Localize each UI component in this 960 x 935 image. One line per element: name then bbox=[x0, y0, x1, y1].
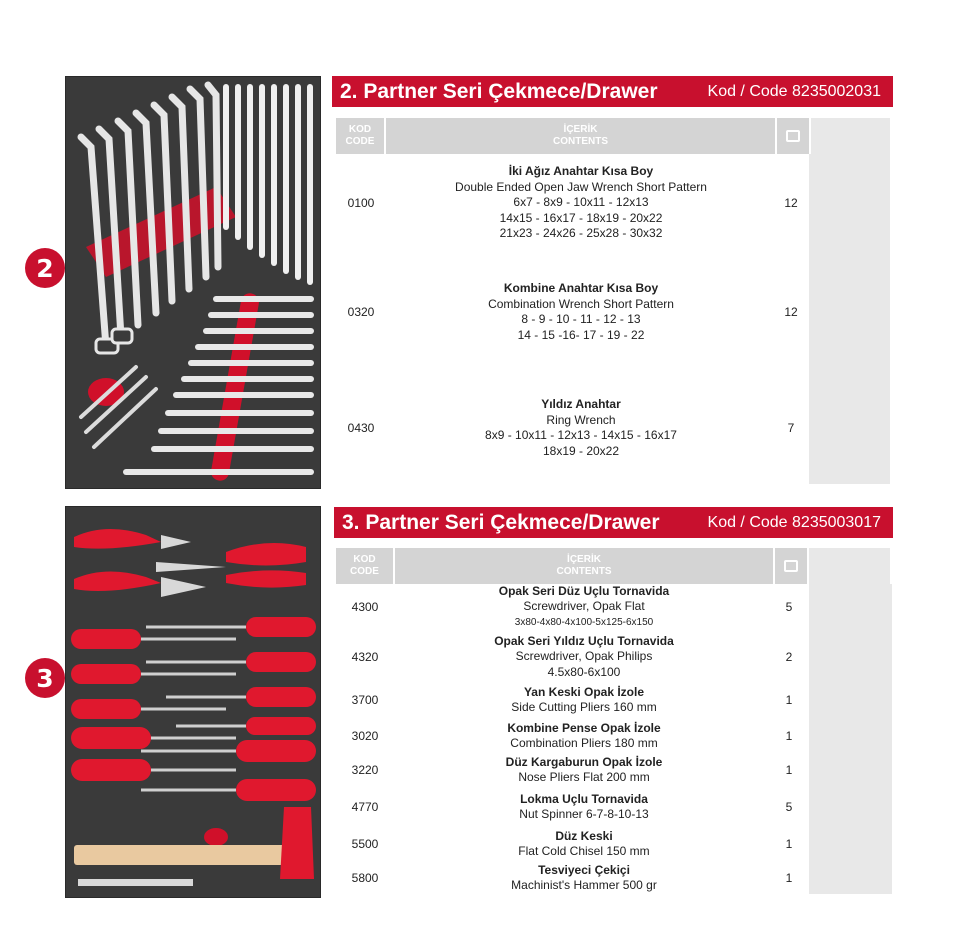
col-contents-label-en: CONTENTS bbox=[556, 566, 612, 577]
row-qty: 12 bbox=[784, 305, 798, 319]
section-2-header bbox=[332, 76, 893, 107]
row-code: 3700 bbox=[351, 693, 379, 707]
row-description bbox=[394, 863, 774, 894]
section-2-blank-column bbox=[809, 154, 890, 484]
row-qty: 1 bbox=[785, 763, 793, 777]
row-qty: 1 bbox=[785, 693, 793, 707]
table-row bbox=[336, 684, 804, 716]
row-title: Opak Seri Düz Uçlu Tornavida bbox=[498, 583, 670, 598]
section-number-badge: 3 bbox=[25, 658, 65, 698]
row-line: Combination Wrench Short Pattern bbox=[488, 296, 674, 311]
row-code: 0100 bbox=[347, 196, 375, 210]
row-line: Ring Wrench bbox=[546, 412, 616, 427]
row-line: 18x19 - 20x22 bbox=[542, 443, 620, 458]
row-code: 4320 bbox=[351, 650, 379, 664]
section-3-header bbox=[334, 507, 893, 538]
row-qty: 12 bbox=[784, 196, 798, 210]
row-description bbox=[394, 792, 774, 823]
row-line: Screwdriver, Opak Flat bbox=[523, 599, 645, 614]
row-qty: 2 bbox=[785, 650, 793, 664]
table-row bbox=[336, 396, 806, 460]
row-title: Yan Keski Opak İzole bbox=[523, 684, 645, 699]
row-description bbox=[394, 634, 774, 681]
row-title: Opak Seri Yıldız Uçlu Tornavida bbox=[494, 633, 674, 648]
row-qty: 1 bbox=[785, 871, 793, 885]
wrench-tray-illustration bbox=[66, 77, 320, 488]
row-description bbox=[394, 584, 774, 631]
col-code-label: KOD bbox=[348, 124, 372, 135]
row-title: İki Ağız Anahtar Kısa Boy bbox=[508, 164, 654, 179]
row-code: 3020 bbox=[351, 729, 379, 743]
row-qty: 1 bbox=[785, 729, 793, 743]
table-row bbox=[336, 828, 804, 860]
row-title: Lokma Uçlu Tornavida bbox=[520, 791, 648, 806]
box-icon bbox=[784, 560, 798, 572]
section-3-column-header bbox=[336, 548, 892, 584]
row-line: 8x9 - 10x11 - 12x13 - 14x15 - 16x17 bbox=[485, 428, 677, 442]
row-line: Screwdriver, Opak Philips bbox=[515, 649, 653, 664]
row-qty: 5 bbox=[785, 800, 793, 814]
col-contents-label: İÇERİK bbox=[567, 554, 601, 565]
col-blank-header bbox=[809, 548, 890, 584]
row-line: Nose Pliers Flat 200 mm bbox=[518, 770, 650, 784]
row-title: Yıldız Anahtar bbox=[541, 397, 621, 411]
row-line: 6x7 - 8x9 - 10x11 - 12x13 bbox=[513, 195, 649, 210]
row-description bbox=[386, 397, 776, 459]
row-line: 3x80-4x80-4x100-5x125-6x150 bbox=[514, 616, 654, 628]
row-code: 4300 bbox=[351, 600, 379, 614]
col-contents-label-en: CONTENTS bbox=[553, 136, 608, 147]
table-row bbox=[336, 791, 804, 823]
col-qty-header bbox=[775, 548, 807, 584]
section-3-table bbox=[336, 584, 816, 896]
row-code: 4770 bbox=[351, 800, 379, 814]
row-line: Machinist's Hammer 500 gr bbox=[511, 878, 657, 892]
col-code-header bbox=[336, 548, 393, 584]
row-code: 0430 bbox=[347, 421, 375, 435]
row-line: 14x15 - 16x17 - 18x19 - 20x22 bbox=[499, 210, 663, 225]
drawer-2-photo bbox=[65, 76, 321, 489]
col-code-label: KOD bbox=[353, 554, 376, 565]
section-code: Kod / Code 8235002031 bbox=[707, 82, 881, 100]
row-line: Side Cutting Pliers 160 mm bbox=[511, 700, 657, 714]
row-description bbox=[394, 829, 774, 860]
table-row bbox=[336, 163, 806, 243]
row-code: 5500 bbox=[351, 837, 379, 851]
row-title: Kombine Pense Opak İzole bbox=[507, 720, 661, 735]
row-line: Combination Pliers 180 mm bbox=[510, 736, 658, 750]
screwdriver-tray-illustration bbox=[66, 507, 320, 897]
section-code: Kod / Code 8235003017 bbox=[707, 513, 881, 531]
col-contents-label: İÇERİK bbox=[563, 124, 598, 135]
drawer-3-photo bbox=[65, 506, 321, 898]
col-contents-header bbox=[395, 548, 773, 584]
row-code: 3220 bbox=[351, 763, 379, 777]
row-line: Double Ended Open Jaw Wrench Short Pattern bbox=[455, 179, 707, 194]
row-line: Flat Cold Chisel 150 mm bbox=[518, 844, 650, 858]
row-qty: 1 bbox=[785, 837, 793, 851]
col-blank-header bbox=[811, 118, 890, 154]
table-row bbox=[336, 862, 804, 894]
section-title: 3. Partner Seri Çekmece/Drawer bbox=[342, 510, 660, 534]
col-qty-header bbox=[777, 118, 809, 154]
row-line: 8 - 9 - 10 - 11 - 12 - 13 bbox=[521, 312, 641, 326]
row-line: 4.5x80-6x100 bbox=[547, 664, 621, 679]
col-contents-header bbox=[386, 118, 775, 154]
row-title: Düz Kargaburun Opak İzole bbox=[505, 754, 663, 769]
row-line: 14 - 15 -16- 17 - 19 - 22 bbox=[517, 327, 645, 342]
row-description bbox=[394, 721, 774, 752]
table-row bbox=[336, 634, 804, 680]
row-title: Düz Keski bbox=[555, 828, 613, 843]
row-description bbox=[394, 755, 774, 786]
row-code: 5800 bbox=[351, 871, 379, 885]
section-2-table bbox=[336, 155, 816, 485]
table-row bbox=[336, 280, 806, 344]
row-description bbox=[386, 281, 776, 343]
row-line: 21x23 - 24x26 - 25x28 - 30x32 bbox=[499, 226, 663, 241]
table-row bbox=[336, 584, 804, 630]
row-code: 0320 bbox=[347, 305, 375, 319]
row-description bbox=[394, 685, 774, 716]
section-3-blank-column bbox=[809, 584, 892, 894]
row-qty: 5 bbox=[785, 600, 793, 614]
row-line: Nut Spinner 6-7-8-10-13 bbox=[519, 807, 649, 821]
col-code-label-en: CODE bbox=[345, 136, 375, 147]
box-icon bbox=[786, 130, 800, 142]
row-qty: 7 bbox=[787, 421, 795, 435]
row-title: Kombine Anahtar Kısa Boy bbox=[503, 281, 659, 295]
row-description bbox=[386, 164, 776, 242]
col-code-label-en: CODE bbox=[350, 566, 379, 577]
section-number-badge: 2 bbox=[25, 248, 65, 288]
section-title: 2. Partner Seri Çekmece/Drawer bbox=[340, 79, 658, 103]
table-row bbox=[336, 754, 804, 786]
col-code-header bbox=[336, 118, 384, 154]
table-row bbox=[336, 720, 804, 752]
row-title: Tesviyeci Çekiçi bbox=[538, 862, 630, 877]
section-2-column-header bbox=[336, 118, 892, 154]
